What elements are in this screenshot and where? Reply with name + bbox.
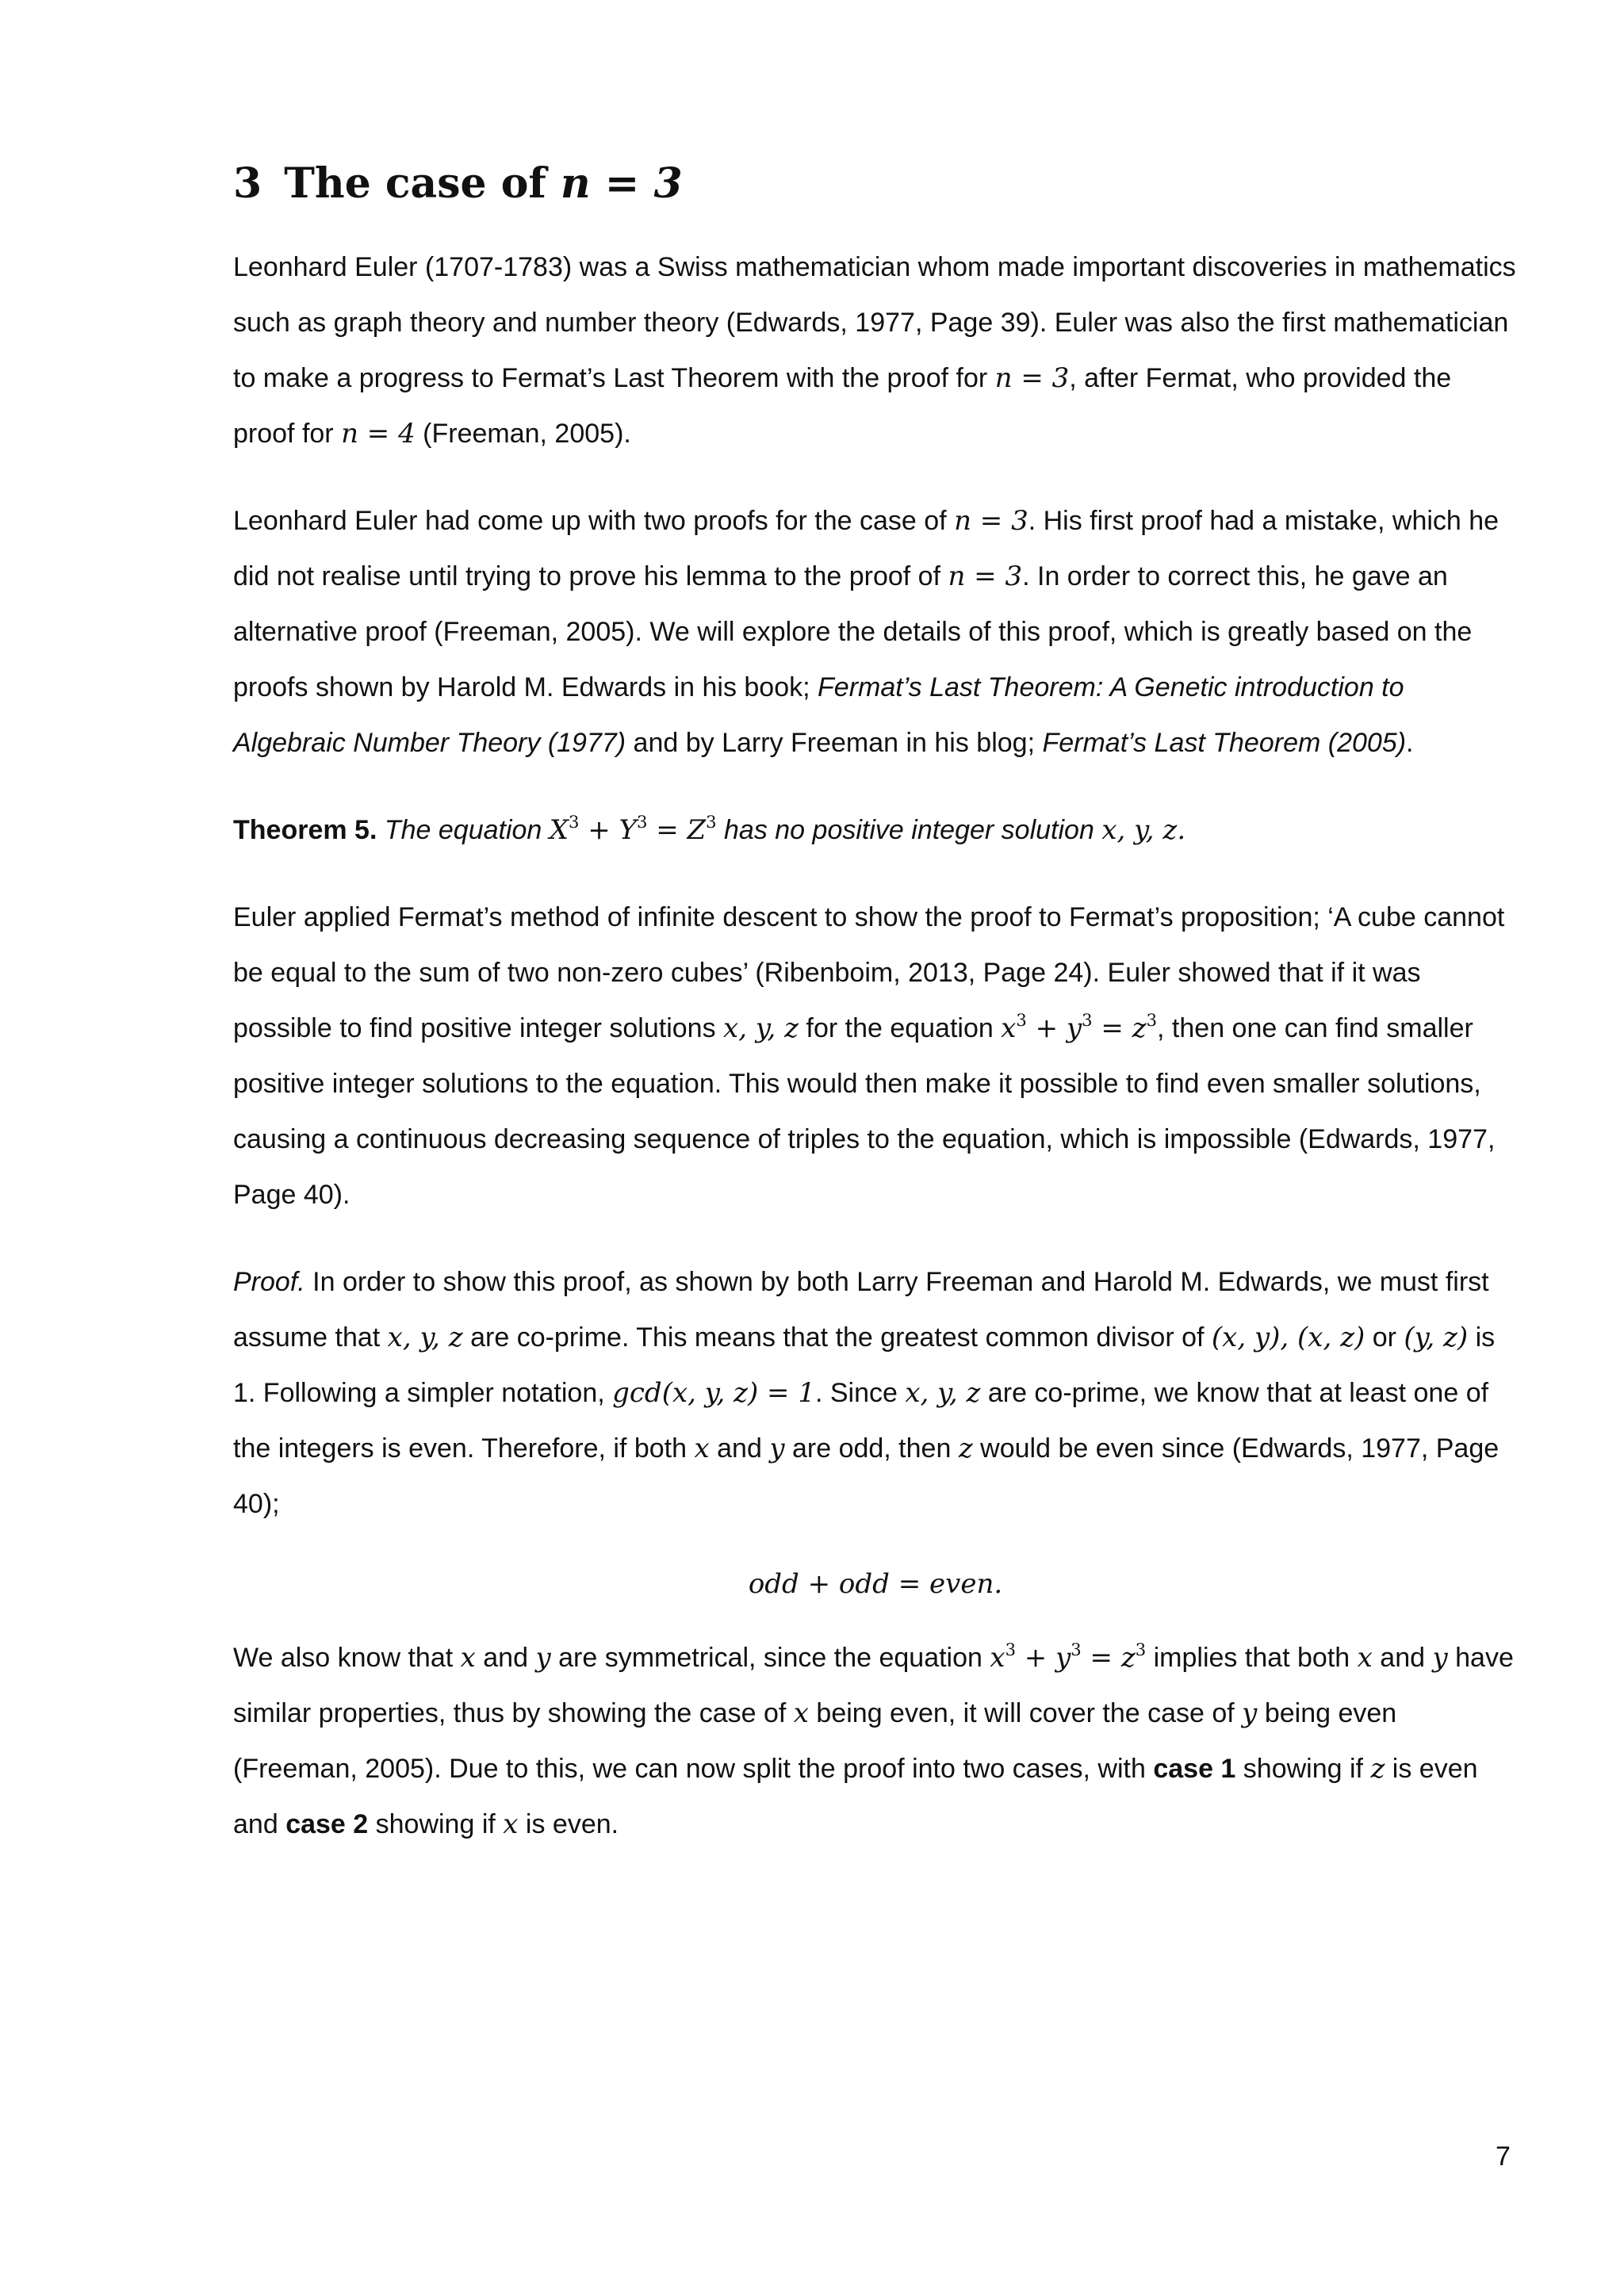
math-part: = Z xyxy=(647,814,707,846)
text-span: showing if xyxy=(368,1809,504,1839)
math-sup: 3 xyxy=(1135,1639,1147,1659)
section-title-math: n = 3 xyxy=(560,159,683,208)
text-span: and xyxy=(475,1643,536,1673)
math-inline: y xyxy=(1242,1697,1258,1729)
text-span: and by Larry Freeman in his blog; xyxy=(626,728,1043,758)
math-part: = z xyxy=(1092,1012,1147,1044)
section-number: 3 xyxy=(233,159,262,208)
text-span: showing if xyxy=(1235,1754,1371,1784)
math-inline xyxy=(549,811,717,846)
theorem-label: Theorem 5. xyxy=(233,815,377,845)
math-sup: 3 xyxy=(1082,1009,1093,1030)
math-part: x xyxy=(1001,1012,1017,1044)
text-span: . xyxy=(1406,728,1414,758)
text-span: and xyxy=(1372,1643,1433,1673)
math-sup: 3 xyxy=(1146,1009,1158,1030)
math-inline: x xyxy=(503,1808,519,1840)
text-span: , then one can find smaller positive integer solutions to the equation. This would then make it possible to find even smaller solutions, causing a continuous decreasing sequence of triples to the equation, which is impossible (Edwards, 1977, Page 40). xyxy=(233,1013,1496,1210)
text-span: is 1. Following a simpler notation, xyxy=(233,1322,1496,1408)
text-span: (Freeman, 2005). xyxy=(415,419,631,449)
section-title-text: The case of xyxy=(284,159,546,208)
text-span: and xyxy=(709,1433,770,1464)
math-part: + y xyxy=(1026,1012,1082,1044)
math-inline: y xyxy=(535,1642,551,1674)
math-sup: 3 xyxy=(1016,1009,1027,1030)
math-inline: gcd(x, y, z) = 1 xyxy=(612,1377,815,1409)
math-inline: x xyxy=(694,1433,710,1464)
proof-label: Proof. xyxy=(233,1267,305,1297)
book-title: Fermat’s Last Theorem: A Genetic introduction to Algebraic Number Theory (1977) xyxy=(233,672,1404,758)
math-inline: x, y, z. xyxy=(1101,814,1186,846)
theorem-statement xyxy=(233,802,1518,858)
text-span: . In order to correct this, he gave an alternative proof (Freeman, 2005). We will explore the details of this proof, which is greatly based on the proofs shown by Harold M. Edwards in his book; xyxy=(233,561,1473,702)
math-inline: z xyxy=(958,1433,973,1464)
text-span: is even. xyxy=(518,1809,619,1839)
text-span: . His first proof had a mistake, which he did not realise until trying to prove his lemma to the proof of xyxy=(233,506,1500,591)
math-part: x xyxy=(990,1642,1005,1674)
math-inline: (x, y), (x, z) xyxy=(1211,1322,1365,1353)
math-inline: x xyxy=(460,1642,476,1674)
page-body xyxy=(233,151,1518,1852)
math-sup: 3 xyxy=(1071,1639,1082,1659)
math-inline: x xyxy=(793,1697,809,1729)
math-inline: y xyxy=(769,1433,785,1464)
text-span: being even (Freeman, 2005). Due to this, we can now split the proof into two cases, with xyxy=(233,1698,1397,1784)
math-inline: x, y, z xyxy=(723,1012,799,1044)
math-sup: 3 xyxy=(636,811,648,832)
text-span: Euler applied Fermat’s method of infinite descent to show the proof to Fermat’s proposition; ‘A cube cannot be equal to the sum of two non-zero cubes’ (Ribenboim, 2013, Page 24). Euler showed that if it was possible to find positive integer solutions xyxy=(233,902,1505,1043)
blog-title: Fermat’s Last Theorem (2005) xyxy=(1042,728,1407,758)
case-label: case 1 xyxy=(1153,1754,1236,1784)
math-inline: (y, z) xyxy=(1404,1322,1469,1353)
math-inline: n = 4 xyxy=(341,418,416,450)
text-span: are symmetrical, since the equation xyxy=(550,1643,990,1673)
math-inline: x, y, z xyxy=(387,1322,463,1353)
text-span: We also know that xyxy=(233,1643,461,1673)
text-span: Leonhard Euler (1707-1783) was a Swiss mathematician whom made important discoveries in mathematics such as graph theory and number theory (Edwards, 1977, Page 39). Euler was also the first mathematician to make a progress to Fermat’s Last Theorem with the proof for xyxy=(233,252,1516,393)
math-inline xyxy=(1001,1009,1158,1044)
text-span: or xyxy=(1365,1322,1404,1353)
text-span: The equation xyxy=(384,815,550,845)
text-span: is even and xyxy=(233,1754,1478,1839)
math-inline: x, y, z xyxy=(905,1377,981,1409)
text-span: being even, it will cover the case of xyxy=(808,1698,1243,1728)
text-span: Leonhard Euler had come up with two proofs for the case of xyxy=(233,506,955,536)
math-inline xyxy=(990,1639,1147,1674)
text-span: for the equation xyxy=(799,1013,1002,1043)
text-span: are co-prime. This means that the greatest common divisor of xyxy=(462,1322,1212,1353)
text-span: are co-prime, we know that at least one of the integers is even. Therefore, if both xyxy=(233,1378,1489,1464)
paragraph-two-proofs xyxy=(233,493,1518,771)
paragraph-infinite-descent xyxy=(233,890,1518,1223)
page-number: 7 xyxy=(1496,2141,1511,2172)
math-sup: 3 xyxy=(1005,1639,1016,1659)
text-span: implies that both xyxy=(1146,1643,1358,1673)
text-span: would be even since (Edwards, 1977, Page 40); xyxy=(233,1433,1500,1519)
math-part: + Y xyxy=(579,814,637,846)
case-label: case 2 xyxy=(285,1809,369,1839)
math-part: = z xyxy=(1081,1642,1136,1674)
math-inline: x xyxy=(1357,1642,1373,1674)
text-span: has no positive integer solution xyxy=(716,815,1102,845)
math-sup: 3 xyxy=(569,811,580,832)
paragraph-proof xyxy=(233,1254,1518,1532)
text-span: In order to show this proof, as shown by both Larry Freeman and Harold M. Edwards, we must first assume that xyxy=(233,1267,1489,1353)
text-span: are odd, then xyxy=(784,1433,959,1464)
text-span: , after Fermat, who provided the proof for xyxy=(233,363,1452,449)
paragraph-symmetry xyxy=(233,1630,1518,1852)
math-part: X xyxy=(549,814,569,846)
math-inline: n = 3 xyxy=(994,362,1070,394)
paragraph-euler-intro xyxy=(233,239,1518,461)
section-heading xyxy=(233,151,1518,217)
math-sup: 3 xyxy=(706,811,717,832)
math-part: + y xyxy=(1015,1642,1071,1674)
display-equation: odd + odd = even. xyxy=(748,1568,1003,1600)
math-inline: z xyxy=(1370,1753,1385,1785)
text-span: have similar properties, thus by showing the case of xyxy=(233,1643,1514,1728)
math-inline: n = 3 xyxy=(948,561,1023,592)
math-inline: n = 3 xyxy=(954,505,1028,537)
text-span: . Since xyxy=(814,1378,906,1408)
math-inline: y xyxy=(1432,1642,1448,1674)
